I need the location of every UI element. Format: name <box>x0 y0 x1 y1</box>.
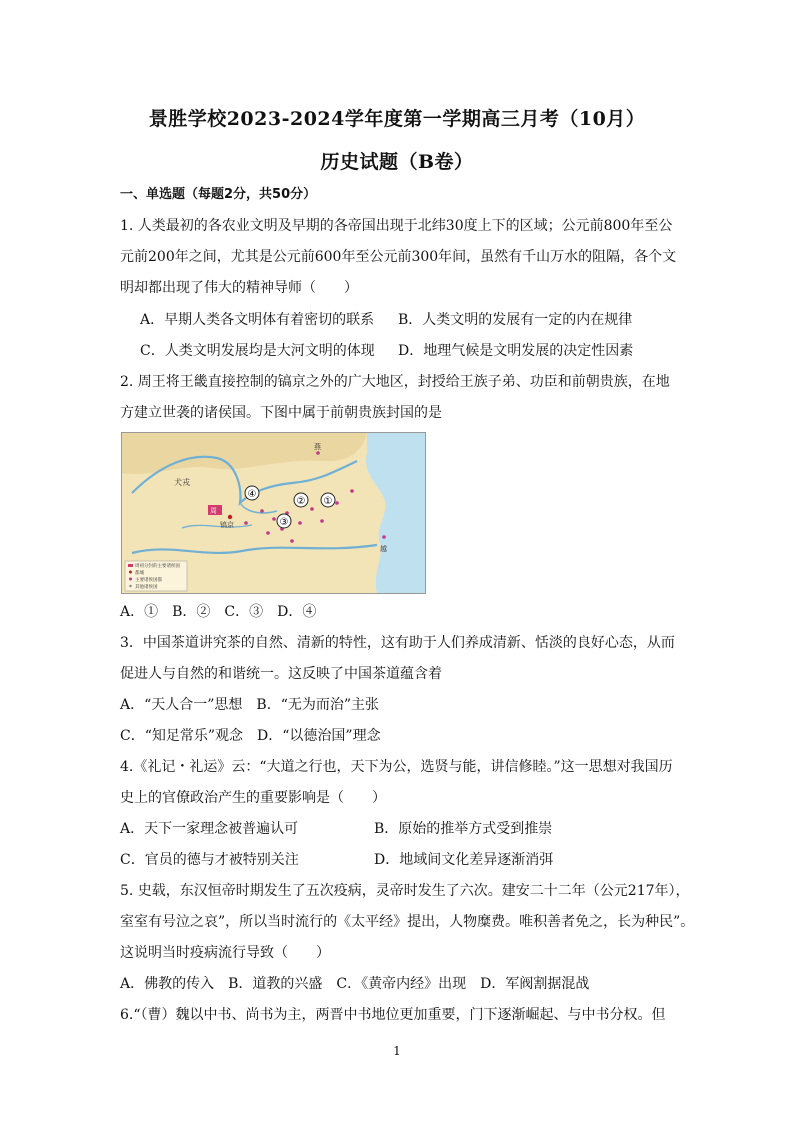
label-yan: 燕 <box>314 443 321 451</box>
yangtze-river <box>132 545 377 553</box>
marker-1: ① <box>323 496 333 507</box>
q1-option-b: B．人类文明的发展有一定的内在规律 <box>398 312 633 328</box>
q3-options-ab: A．“天人合一”思想 B．“无为而治”主张 <box>120 697 380 713</box>
highland-region <box>122 433 367 474</box>
q4-option-a: A．天下一家理念被普遍认可 <box>120 821 299 837</box>
q2-options: A．① B．② C．③ D．④ <box>120 604 317 620</box>
page-number: 1 <box>393 1044 401 1058</box>
q1-line-1: 1. 人类最初的各农业文明及早期的各帝国出现于北纬30度上下的区域；公元前800年至公 <box>120 218 673 234</box>
han-river <box>182 525 252 528</box>
q4-line-2: 史上的官僚政治产生的重要影响是（ ） <box>120 790 386 806</box>
western-zhou-map <box>121 432 426 594</box>
q5-line-2: 室室有号泣之哀”，所以当时流行的《太平经》提出，人物糜费。唯积善者免之，长为种民”。 <box>120 914 695 930</box>
legend-swatch-2 <box>129 571 132 574</box>
q5-line-1: 5. 史载，东汉恒帝时期发生了五次疫病，灵帝时发生了六次。建安二十二年（公元217年）， <box>120 883 690 899</box>
q3-line-2: 促进人与自然的和谐统一。这反映了中国茶道蕴含着 <box>120 666 442 682</box>
legend-item-4: 其他诸侯国 <box>135 585 158 590</box>
section-heading: 一、单选题（每题2分，共50分） <box>120 187 317 202</box>
q4-option-b: B．原始的推举方式受到推崇 <box>374 821 553 837</box>
marker-4: ④ <box>247 489 257 500</box>
q5-line-3: 这说明当时疫病流行导致（ ） <box>120 945 330 961</box>
legend-swatch-4 <box>129 585 131 587</box>
legend-swatch-1 <box>128 564 133 567</box>
q3-line-1: 3．中国茶道讲究茶的自然、清新的特性，这有助于人们养成清新、恬淡的良好心态，从而 <box>120 635 675 651</box>
q1-option-a: A．早期人类各文明体有着密切的联系 <box>140 312 375 328</box>
label-quanrong: 犬戎 <box>174 478 190 487</box>
exam-title: 景胜学校2023-2024学年度第一学期高三月考（10月） <box>148 108 646 130</box>
legend-item-1: 周初分封的主要诸侯国 <box>135 564 180 569</box>
q4-option-c: C．官员的德与才被特别关注 <box>120 852 299 868</box>
q1-line-3: 明却都出现了伟大的精神导师（ ） <box>120 280 358 296</box>
q2-line-2: 方建立世袭的诸侯国。下图中属于前朝贵族封国的是 <box>120 405 442 421</box>
q1-option-c: C．人类文明发展均是大河文明的体现 <box>140 343 375 359</box>
q3-options-cd: C．“知足常乐”观念 D．“以德治国”理念 <box>120 728 381 744</box>
q4-option-d: D．地域间文化差异逐渐消弭 <box>374 852 554 868</box>
q4-line-1: 4.《礼记・礼运》云：“大道之行也，天下为公，选贤与能，讲信修睦。”这一思想对我国历 <box>120 759 673 775</box>
label-haojing: 镐京 <box>220 521 234 529</box>
q1-line-2: 元前200年之间，尤其是公元前600年至公元前300年间，虽然有千山万水的阻隔，各个文 <box>120 249 677 265</box>
legend-item-3: 主要诸侯国都 <box>135 578 162 583</box>
label-yue: 越 <box>380 545 387 553</box>
q1-option-d: D．地理气候是文明发展的决定性因素 <box>398 343 634 359</box>
marker-3: ③ <box>279 517 289 528</box>
marker-2: ② <box>296 496 306 507</box>
wei-river <box>240 503 277 513</box>
haojing-capital-dot <box>228 515 232 519</box>
q6-line-1: 6.“（曹）魏以中书、尚书为主，两晋中书地位更加重要，门下逐渐崛起、与中书分权。但 <box>120 1007 666 1023</box>
sea-region <box>366 433 425 593</box>
exam-subtitle: 历史试题（B卷） <box>320 151 474 173</box>
legend-item-2: 都城 <box>135 571 144 576</box>
vassal-states <box>244 451 386 543</box>
q5-options: A．佛教的传入 B．道教的兴盛 C．《黄帝内经》出现 D．军阀割据混战 <box>120 976 590 992</box>
legend-swatch-3 <box>129 578 132 581</box>
label-zhou: 周 <box>210 507 217 515</box>
q2-line-1: 2. 周王将王畿直接控制的镐京之外的广大地区，封授给王族子弟、功臣和前朝贵族，在地 <box>120 374 670 390</box>
